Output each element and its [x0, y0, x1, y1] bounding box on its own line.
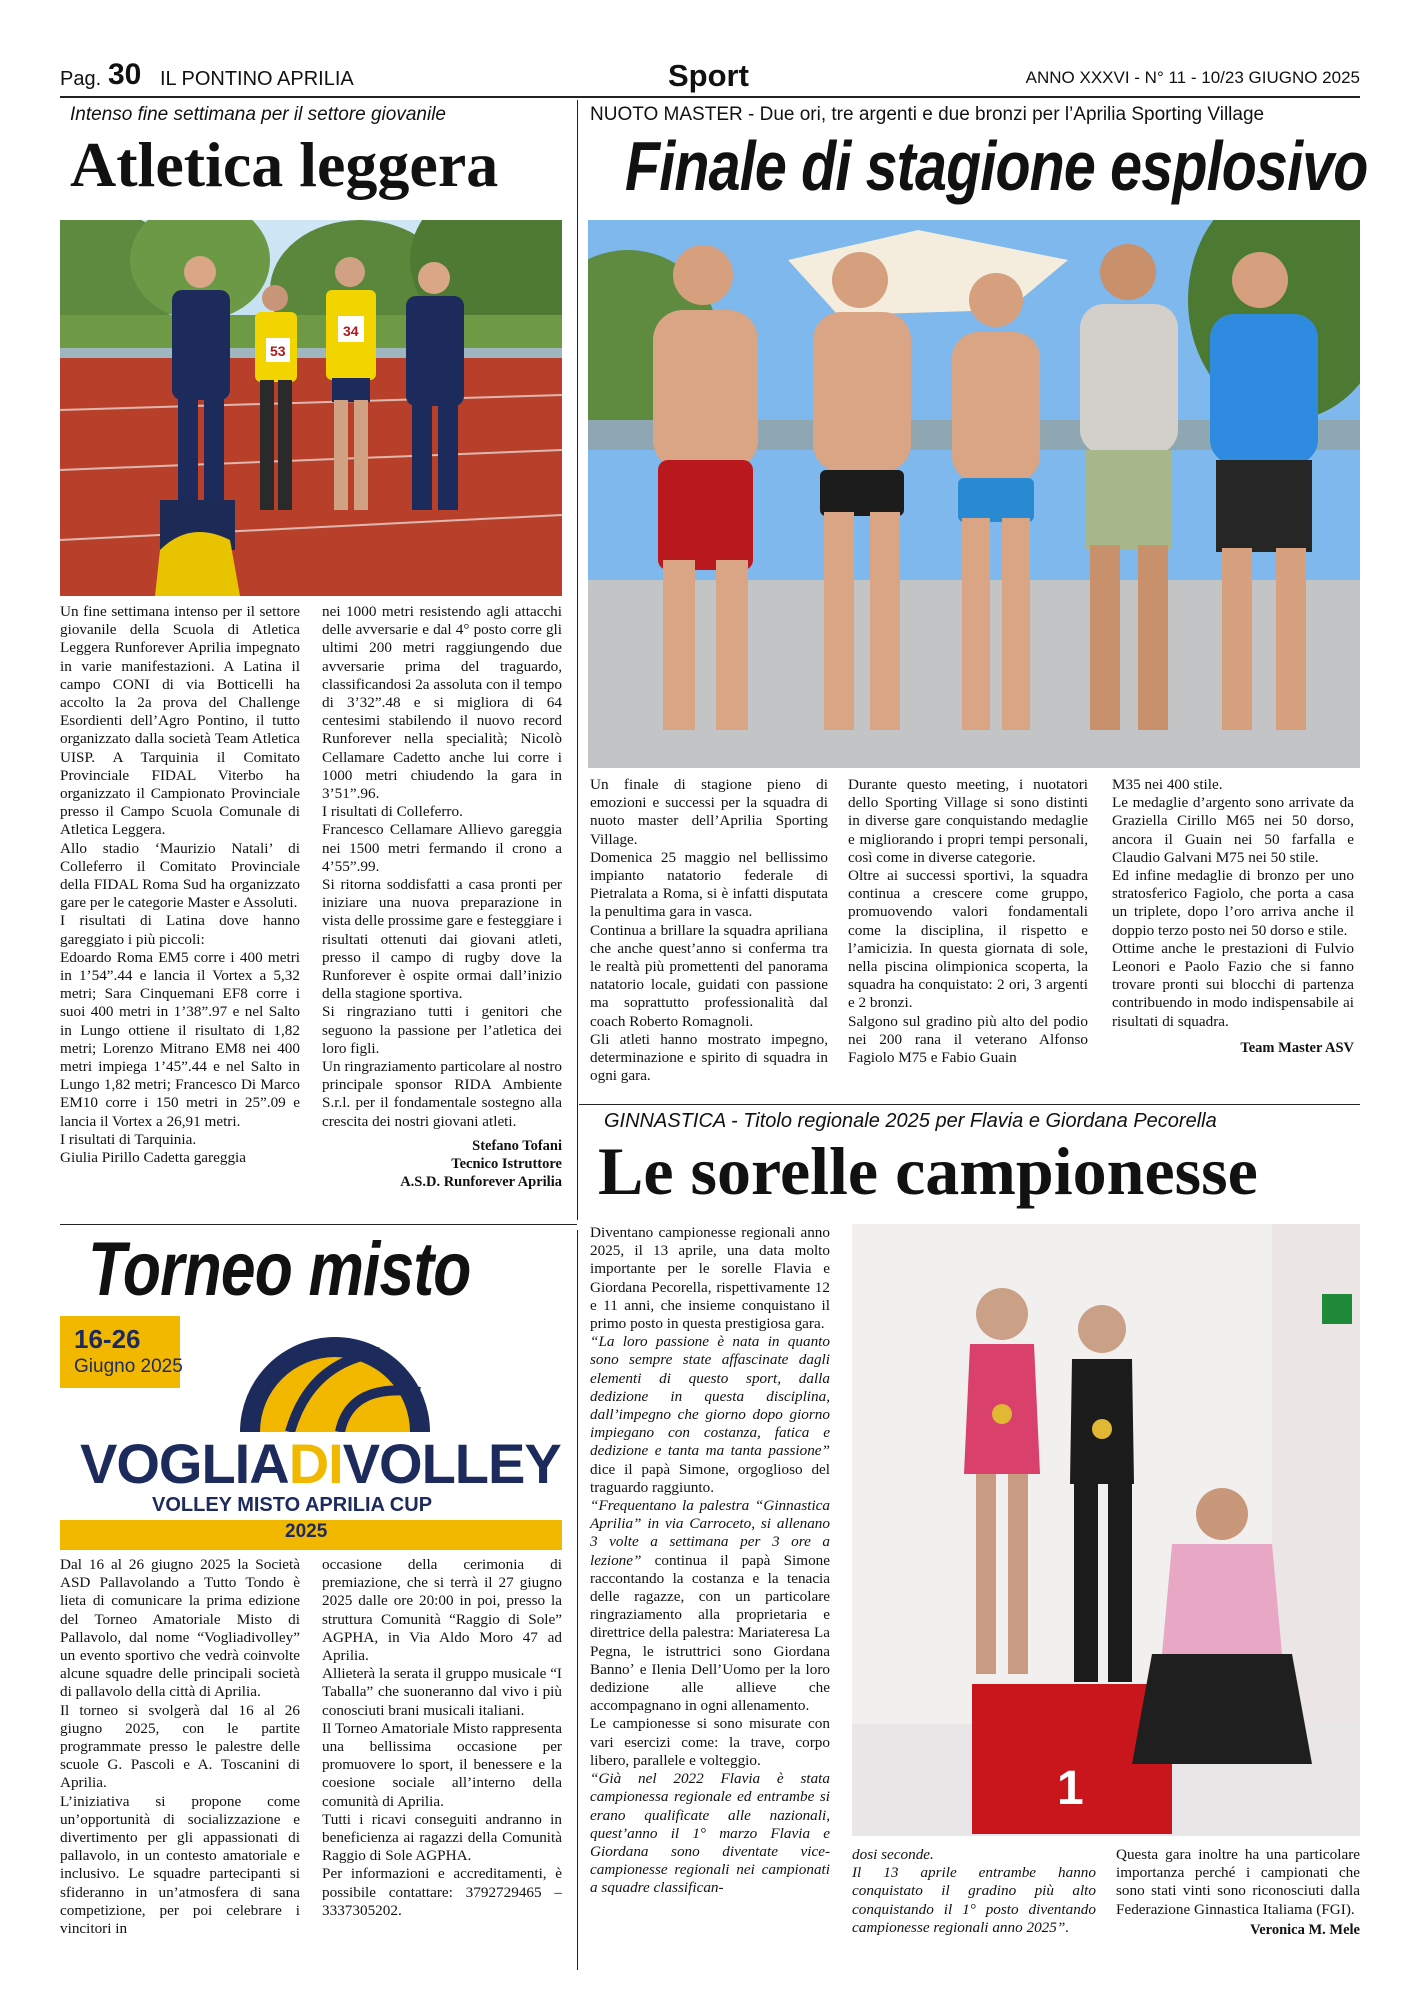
issue-info: ANNO XXXVI - N° 11 - 10/23 GIUGNO 2025 [1025, 68, 1360, 87]
podium-number: 1 [1057, 1762, 1084, 1815]
torneo-title: Torneo misto [88, 1227, 471, 1312]
atletica-signature: Stefano Tofani Tecnico Istruttore A.S.D. Runforever Aprilia [400, 1137, 562, 1190]
nuoto-column-2: Durante questo meeting, i nuotatori dello Sporting Village si sono distinti in diverse gare conquistando medaglie e migliorando i propri tempi personali, così come in diverse categorie. Oltre ai successi sportivi, la squadra continua a crescere come gruppo, promuovendo valori fondamentali come la disciplina, il rispetto e l’amicizia. In questa giornata di sole, nella piscina olimpionica scoperta, la squadra ha conquistato: 2 ori, 3 argenti e 2 bronzi. Salgono sul gradino più alto del podio nei 200 rana il veterano Alfonso Fagiolo M75 e Fabio Guain [848, 776, 1088, 1067]
ginnastica-column-1: Diventano campionesse regionali anno 2025, il 13 aprile, una data molto importante per le sorelle Flavia e Giordana Pecorella, rispettivamente 12 e 11 anni, che insieme conquistano il primo posto in questa prestigiosa gara. “La loro passione è nata in quanto sono sempre state affascinate dagli elementi di questo sport, dalla dedizione in questa disciplina, dall’impegno che giorno dopo giorno impiegano con costanza, fatica e dedizione e tanta ma tanta passione” dice il papà Simone, orgoglioso del traguardo raggiunto. “Frequentano la palestra “Ginnastica Aprilia” in via Carroceto, si allenano 3 volte a settimana per 3 ore a lezione” continua il papà Simone raccontando la costanza e la tenacia delle ragazze, con un particolare ringraziamento alla proprietaria e direttrice della palestra: Mariateresa La Pegna, le istruttrici sono Giordana Bannoʼ e Ilenia Dell’Uomo per la loro dedizione alle allieve che accompagnano in ogni allenamento. Le campionesse si sono misurate con vari esercizi come: la trave, corpo libero, parallele e volteggio. “Già nel 2022 Flavia è stata campionessa regionale ed entrambe si erano qualificate alle nazionali, quest’anno il 1° marzo Flavia e Giordana sono diventate vice-campionesse regionali nei campionati a squadre classifican- [590, 1224, 830, 1897]
ginnastica-title: Le sorelle campionesse [598, 1133, 1258, 1209]
nuoto-title: Finale di stagione esplosivo [625, 127, 1368, 205]
ginnastica-kicker: GINNASTICA - Titolo regionale 2025 per Flavia e Giordana Pecorella [604, 1110, 1217, 1132]
ad-dates: 16-26 [74, 1324, 141, 1354]
volleyball-icon [230, 1322, 440, 1432]
section-name: Sport [668, 58, 749, 93]
ad-year: 2025 [285, 1521, 328, 1542]
atletica-column-1: Un fine settimana intenso per il settore giovanile della Scuola di Atletica Leggera Runforever Aprilia impegnato in varie manifestazioni. A Latina il campo CONI di via Botticelli ha accolto la 2a prova del Challenge Esordienti dell’Agro Pontino, il tutto organizzato dalla società Team Atletica UISP. A Tarquinia il Comitato Provinciale FIDAL Viterbo ha organizzato il Campionato Provinciale presso il Campo Scuola Comunale di Atletica Leggera. Allo stadio ‘Maurizio Natali’ di Colleferro il Comitato Provinciale della FIDAL Roma Sud ha organizzato gare per le categorie Master e Assoluti. I risultati di Latina dove hanno gareggiato i più piccoli: Edoardo Roma EM5 corre i 400 metri in 1’54”.44 e lancia il Vortex a 5,32 metri; Sara Cinquemani EF8 corre i suoi 400 metri in 1’38”.97 e nel Salto in Lungo ottiene il risultato di 1,82 metri; Lorenzo Mitrano EM8 nei 400 metri impiega 1’45”.44 e nel Salto in Lungo 1,82 metri; Francesco Di Marco EM10 corre i 150 metri in 25”.09 e lancia il Vortex a 26,91 metri. I risultati di Tarquinia. Giulia Pirillo Cadetta gareggia [60, 603, 300, 1167]
paper-name: IL PONTINO APRILIA [160, 68, 354, 90]
bib-53: 53 [270, 343, 286, 359]
ginnastica-column-2: dosi seconde. Il 13 aprile entrambe hanno conquistato il gradino più alto conquistando il 1° posto diventando campionesse regionali anno 2025”. [852, 1846, 1096, 1936]
page-label: Pag. [60, 68, 102, 90]
ad-brand: VOGLIADIVOLLEY [80, 1432, 561, 1495]
nuoto-kicker: NUOTO MASTER - Due ori, tre argenti e due bronzi per l’Aprilia Sporting Village [590, 104, 1265, 125]
ad-subtitle: VOLLEY MISTO APRILIA CUP [152, 1494, 433, 1516]
bib-34: 34 [343, 323, 359, 339]
torneo-column-1: Dal 16 al 26 giugno 2025 la Società ASD Pallavolando a Tutto Tondo è lieta di comunicare la prima edizione del Torneo Amatoriale Misto di Pallavolo, dal nome “Vogliadivolley” un evento sportivo che vedrà coinvolte alcune squadre delle principali società di pallavolo della città di Aprilia. Il torneo si svolgerà dal 16 al 26 giugno 2025, con le partite programmate presso le palestre delle scuole G. Pascoli e A. Toscanini di Aprilia. L’iniziativa si propone come un’opportunità di socializzazione e divertimento per gli appassionati di pallavolo, in un contesto amatoriale e inclusivo. Le squadre partecipanti si sfideranno in un’atmosfera di sana competizione, per poi celebrare i vincitori in [60, 1556, 300, 1938]
atletica-title: Atletica leggera [70, 129, 499, 200]
nuoto-column-3: M35 nei 400 stile. Le medaglie d’argento sono arrivate da Graziella Cirillo M65 nei 50 dorso, ancora il Guain nei 50 farfalla e Claudio Galvani M75 nei 50 stile. Ed infine medaglie di bronzo per uno stratosferico Fagiolo, che porta a casa un triplete, dopo l’oro arriva anche il doppio terzo posto nei 50 dorso e stile. Ottime anche le prestazioni di Fulvio Leonori e Paolo Fazio che si fanno trovare pronti sui blocchi di partenza contribuendo in modo indispensabile ai risultati di squadra. Team Master ASV [1112, 776, 1354, 1056]
torneo-column-2: occasione della cerimonia di premiazione, che si terrà il 27 giugno 2025 dalle ore 20:00 in poi, presso la struttura Comunità “Raggio di Sole” AGPHA, in Via Aldo Moro 47 ad Aprilia. Allieterà la serata il gruppo musicale “I Taballa” che suoneranno dal vivo i più conosciuti brani musicali italiani. Il Torneo Amatoriale Misto rappresenta una bellissima occasione per promuovere lo sport, il benessere e la coesione sociale all’interno della comunità di Aprilia. Tutti i ricavi conseguiti andranno in beneficienza ai ragazzi della Comunità Raggio di Sole AGPHA. Per informazioni e accreditamenti, è possibile contattare: 3792729465 – 3337305202. [322, 1556, 562, 1919]
ginnastica-photo [852, 1224, 1360, 1836]
nuoto-photo [588, 220, 1360, 768]
nuoto-signature: Team Master ASV [1240, 1039, 1354, 1056]
ad-month: Giugno 2025 [74, 1356, 183, 1377]
torneo-ad [60, 1316, 562, 1550]
nuoto-column-1: Un finale di stagione pieno di emozioni e successi per la squadra di nuoto master dell’Aprilia Sporting Village. Domenica 25 maggio nel bellissimo impianto natatorio federale di Pietralata a Roma, si è infatti disputata la penultima gara in vasca. Continua a brillare la squadra apriliana che anche quest’anno si conferma tra le realtà più promettenti del panorama natatorio locale, guidati con passione ma soprattutto professionalità dal coach Roberto Romagnoli. Gli atleti hanno mostrato impegno, determinazione e spirito di squadra in ogni gara. [590, 776, 828, 1085]
atletica-photo [60, 220, 562, 596]
atletica-column-2: nei 1000 metri resistendo agli attacchi delle avversarie e dal 4° posto corre gli ultimi 200 metri raggiungendo due avversarie prima del traguardo, classificandosi 2a assoluta con il tempo di 3’32”.48 e si migliora di 64 centesimi stabilendo il nuovo record Runforever nella specialità; Nicolò Cellamare Cadetto anche lui corre i 1000 metri chiudendo la gara in 3’51”.96. I risultati di Colleferro. Francesco Cellamare Allievo gareggia nei 1500 metri fermando il crono a 4’55”.99. Si ritorna soddisfatti a casa pronti per iniziare una nuova preparazione in vista delle prossime gare e festeggiare i risultati ottenuti dai giovani atleti, presso il campo di rugby dove la Runforever è ospite ormai dall’inizio della stagione sportiva. Si ringraziano tutti i genitori che seguono la passione per l’atletica dei loro figli. Un ringraziamento particolare al nostro principale sponsor RIDA Ambiente S.r.l. per il fondamentale sostegno alla crescita dei nostri giovani atleti. Stefano Tofani Tecnico Istruttore A.S.D. Runforever Aprilia [322, 603, 562, 1190]
page-number: 30 [108, 58, 142, 91]
page-header [60, 58, 1360, 94]
atletica-kicker: Intenso fine settimana per il settore giovanile [70, 104, 446, 125]
ginnastica-column-3: Questa gara inoltre ha una particolare importanza perché i campionati che sono stati vinti sono riconosciuti dalla Federazione Ginnastica Italiama (FGI). Veronica M. Mele [1116, 1846, 1360, 1938]
ginnastica-signature: Veronica M. Mele [1250, 1921, 1360, 1938]
